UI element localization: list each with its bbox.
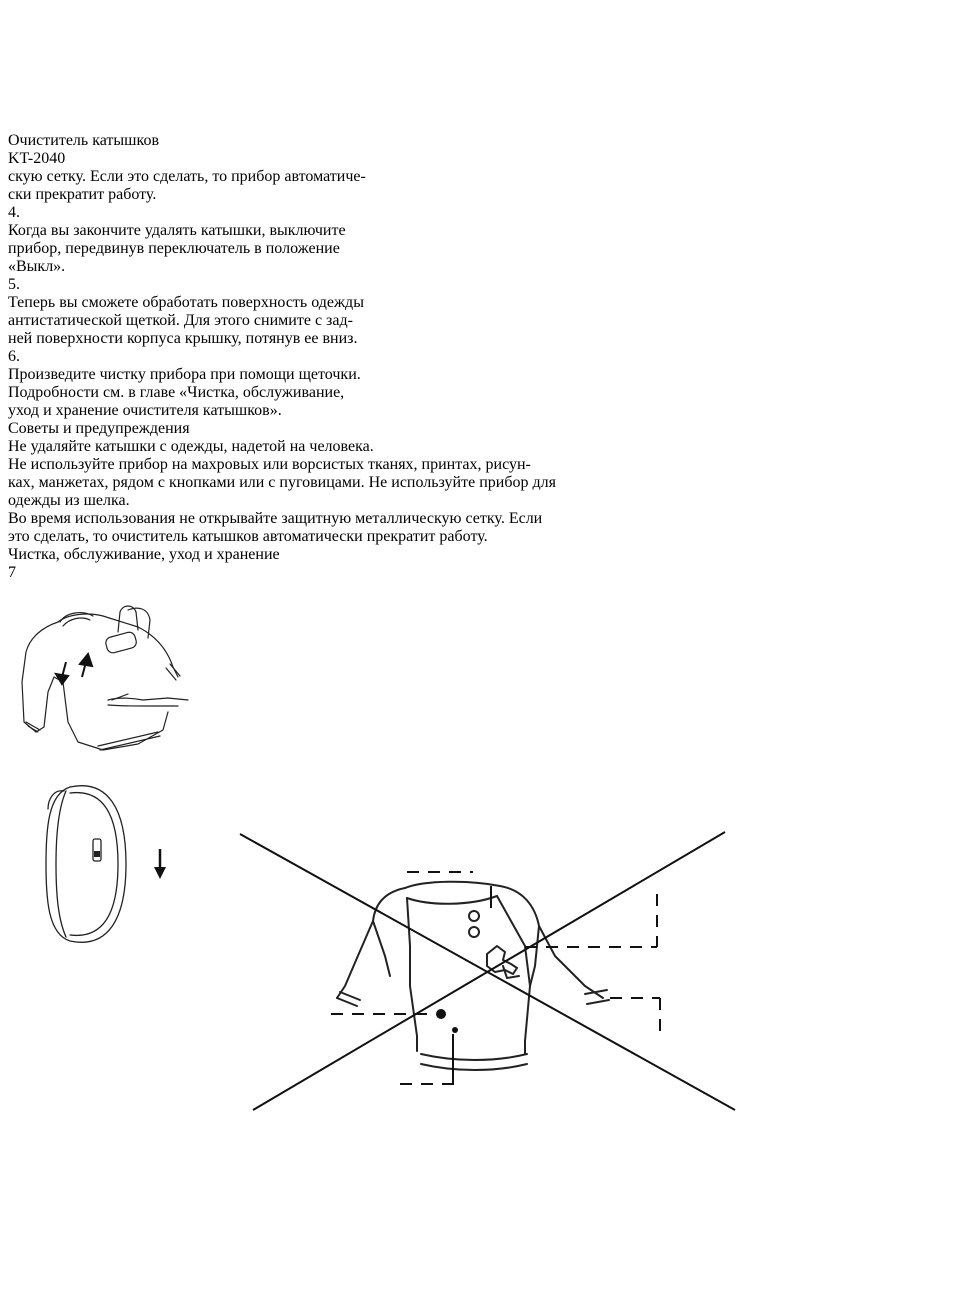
crossed-out-sweater-illustration — [225, 826, 745, 1116]
step-line: ней поверхности корпуса крышку, потянув ее вниз. — [8, 330, 358, 347]
step-line: уход и хранение очистителя катышков». — [8, 402, 282, 419]
intro-line: скую сетку. Если это сделать, то прибор автоматиче- — [8, 168, 366, 185]
stain-mark — [452, 1027, 458, 1033]
intro-line: ски прекратит работу. — [8, 186, 157, 203]
shaver-switch-off-illustration — [8, 769, 199, 959]
running-header-model: KT-2040 — [8, 150, 66, 167]
manual-page — [8, 8, 948, 959]
crop-mark — [8, 72, 9, 102]
running-header-title: Очиститель катышков — [8, 132, 159, 149]
step-line: Подробности см. в главе «Чистка, обслуживание, — [8, 384, 345, 401]
tips-paragraph: Во время использования не открывайте защитную металлическую сетку. Если — [8, 510, 543, 527]
tips-paragraph: одежды из шелка. — [8, 492, 130, 509]
sweater-shaver-use-icon — [8, 582, 195, 769]
arrow-down-icon — [154, 867, 166, 879]
tips-paragraph-end: это сделать, то очиститель катышков автоматически прекратит работу. — [8, 528, 488, 545]
tips-paragraph: Не удаляйте катышки с одежды, надетой на человека. — [8, 438, 374, 455]
crop-mark — [8, 71, 38, 72]
crop-mark — [8, 38, 9, 68]
switch-knob — [94, 851, 100, 857]
stain-mark — [436, 1009, 446, 1019]
section-heading: Чистка, обслуживание, уход и хранение — [8, 546, 280, 563]
crop-mark — [8, 8, 9, 38]
tips-paragraph: Не используйте прибор на махровых или ворсистых тканях, принтах, рисун- — [8, 456, 531, 473]
page-number: 7 — [8, 564, 16, 581]
step-number: 4. — [8, 204, 20, 221]
step-line: Когда вы закончите удалять катышки, выключите — [8, 222, 346, 239]
shaver-switch-off-icon — [8, 769, 199, 959]
step-line: прибор, передвинув переключатель в положение — [8, 240, 340, 257]
step-line: Теперь вы сможете обработать поверхность одежды — [8, 294, 364, 311]
step-line: «Выкл». — [8, 258, 66, 275]
tips-heading: Советы и предупреждения — [8, 420, 190, 437]
step-number: 6. — [8, 348, 20, 365]
sweater-shaver-use-illustration — [8, 582, 195, 769]
tips-paragraph: ках, манжетах, рядом с кнопками или с пуговицами. Не используйте прибор для — [8, 474, 556, 491]
crop-mark — [8, 102, 9, 132]
step-line: антистатической щеткой. Для этого снимите с зад- — [8, 312, 353, 329]
step-line: Произведите чистку прибора при помощи щеточки. — [8, 366, 361, 383]
step-number: 5. — [8, 276, 20, 293]
